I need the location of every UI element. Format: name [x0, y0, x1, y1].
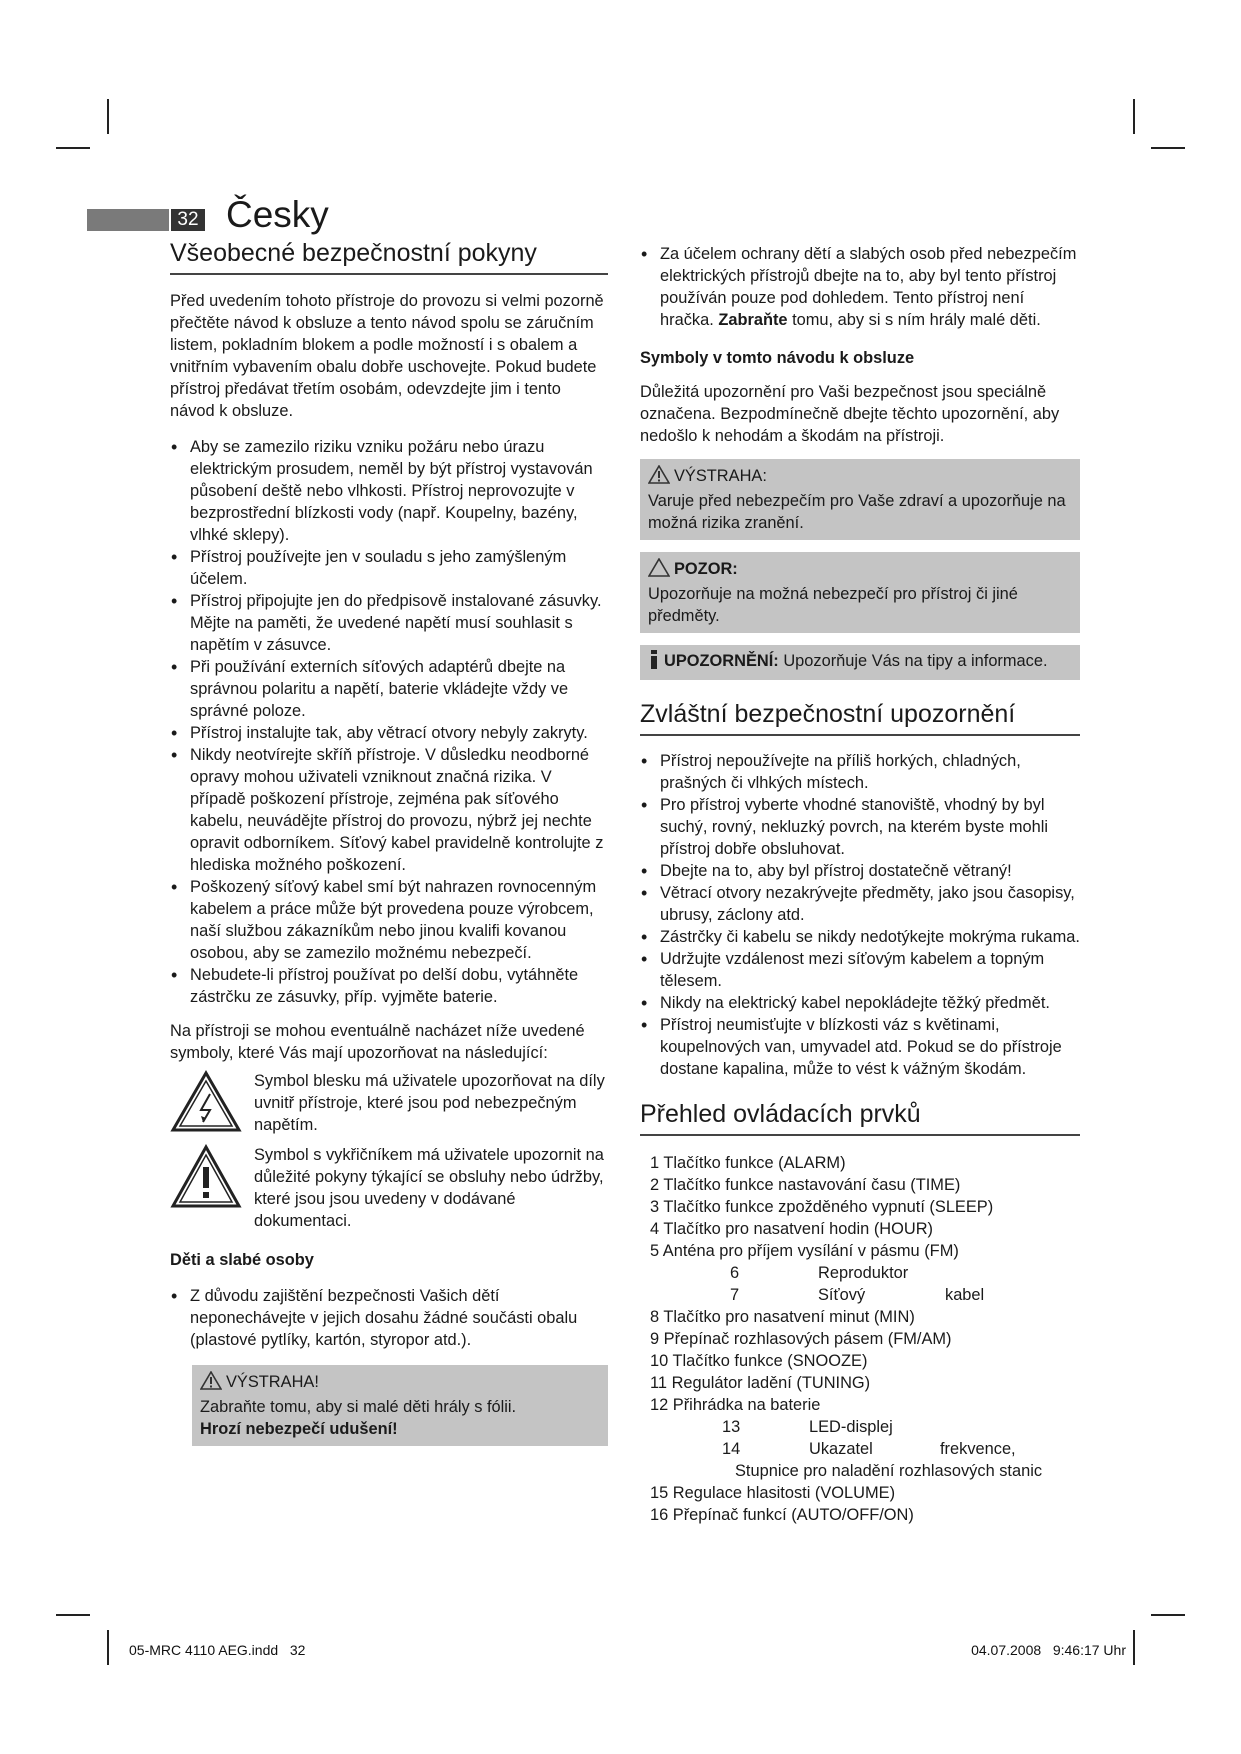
language-title: Česky: [226, 194, 329, 235]
list-item: • Dbejte na to, aby byl přístroj dostatečně větraný!: [640, 860, 1080, 882]
lightning-warning-icon: [170, 1070, 242, 1140]
list-item: • Z důvodu zajištění bezpečnosti Vašich dětí neponechávejte v jejich dosahu žádné součásti obalu (plastové pytlíky, kartón, styropor atd.).: [170, 1285, 608, 1351]
item-number: 6: [730, 1264, 740, 1282]
bullet-text: tomu, aby si s ním hrály malé děti.: [787, 311, 1041, 329]
footer-file-info: 05-MRC 4110 AEG.indd 32: [129, 1642, 306, 1658]
symbol-lightning-row: [170, 1070, 608, 1140]
list-item: • Zástrčky či kabelu se nikdy nedotýkejte mokrýma rukama.: [640, 926, 1080, 948]
caution-triangle-icon: [648, 558, 670, 583]
item-label: Ukazatel: [809, 1440, 873, 1458]
list-item: 1 Tlačítko funkce (ALARM): [650, 1154, 846, 1172]
crop-mark: [107, 1630, 109, 1665]
symbols-intro: Na přístroji se mohou eventuálně nacházet níže uvedené symboly, které Vás mají upozorňovat na následující:: [170, 1022, 585, 1062]
list-item: • Větrací otvory nezakrývejte předměty, jako jsou časopisy, ubrusy, záclony atd.: [640, 882, 1080, 926]
warning-text: Varuje před nebezpečím pro Vaše zdraví a upozorňuje na možná rizika zranění.: [648, 492, 1066, 532]
list-item: [650, 1284, 1080, 1306]
item-number: 13: [722, 1418, 741, 1436]
safety-bullet-list: [170, 436, 608, 1008]
crop-mark: [1151, 1614, 1185, 1616]
list-item: • Nikdy na elektrický kabel nepokládejte těžký předmět.: [640, 992, 1080, 1014]
crop-mark: [1133, 1630, 1135, 1665]
note-box: [640, 645, 1080, 680]
list-item: 11 Regulátor ladění (TUNING): [650, 1374, 871, 1392]
symbols-text: Důležitá upozornění pro Vaši bezpečnost jsou speciálně označena. Bezpodmínečně dbejte těchto upozornění, aby nedošlo k nehodám a škodám na přístroji.: [640, 383, 1060, 445]
list-item: [640, 243, 1080, 331]
list-item: 16 Přepínač funkcí (AUTO/OFF/ON): [650, 1506, 914, 1524]
item-number: 14: [722, 1440, 741, 1458]
list-item: • Při používání externích síťových adaptérů dbejte na správnou polaritu a napětí, baterie vkládejte vždy ve správné poloze.: [170, 656, 608, 722]
children-bullet-list: [170, 1285, 608, 1351]
list-item: • Přístroj připojujte jen do předpisově instalované zásuvky. Mějte na paměti, že uvedené napětí musí souhlasit s napětím v zásuvce.: [170, 590, 608, 656]
warning-box-children: [192, 1365, 608, 1446]
warning-text: Zabraňte tomu, aby si malé děti hrály s fólii.: [200, 1398, 517, 1416]
list-item: 3 Tlačítko funkce zpožděného vypnutí (SLEEP): [650, 1198, 994, 1216]
bullet-bold-text: Zabraňte: [718, 311, 788, 329]
list-item: • Udržujte vzdálenost mezi síťovým kabelem a topným tělesem.: [640, 948, 1080, 992]
special-bullet-list: [640, 750, 1080, 1080]
list-item: • Přístroj používejte jen v souladu s jeho zamýšleným účelem.: [170, 546, 608, 590]
list-item: 12 Přihrádka na baterie: [650, 1396, 821, 1414]
item-number: 7: [730, 1286, 740, 1304]
item-label: kabel: [945, 1286, 985, 1304]
symbols-heading: Symboly v tomto návodu k obsluze: [640, 349, 915, 367]
header-bar: [87, 209, 169, 231]
item-label: Síťový: [818, 1286, 866, 1304]
list-item: 8 Tlačítko pro nasatvení minut (MIN): [650, 1308, 915, 1326]
warning-box: [640, 459, 1080, 540]
list-item: 2 Tlačítko funkce nastavování času (TIME): [650, 1176, 961, 1194]
footer-timestamp: 04.07.2008 9:46:17 Uhr: [971, 1642, 1126, 1658]
symbol-exclamation-text: Symbol s vykřičníkem má uživatele upozornit na důležité pokyny týkající se obsluhy nebo údržby, které jsou jsou uvedeny v dodávané dokumentaci.: [254, 1146, 604, 1230]
list-item: 10 Tlačítko funkce (SNOOZE): [650, 1352, 868, 1370]
warning-bold-text: Hrozí nebezpečí udušení!: [200, 1420, 398, 1438]
caution-text: Upozorňuje na možná nebezpečí pro přístroj či jiné předměty.: [648, 585, 1018, 625]
note-label: UPOZORNĚNÍ:: [664, 652, 779, 670]
list-item: 4 Tlačítko pro nasatvení hodin (HOUR): [650, 1220, 934, 1238]
list-item: • Nebudete-li přístroj používat po delší dobu, vytáhněte zástrčku ze zásuvky, příp. vyjměte baterie.: [170, 964, 608, 1008]
list-item: • Přístroj nepoužívejte na příliš horkých, chladných, prašných či vlhkých místech.: [640, 750, 1080, 794]
note-text: Upozorňuje Vás na tipy a informace.: [783, 652, 1048, 670]
crop-mark: [1133, 99, 1135, 134]
warning-triangle-icon: [200, 1371, 222, 1396]
intro-paragraph: Před uvedením tohoto přístroje do provozu si velmi pozorně přečtěte návod k obsluze a tento návod spolu se záručním listem, pokladním blokem a podle možností i s obalem a vnitřním vybavením obalu dobře uschovejte. Pokud budete přístroj předávat třetím osobám, odevzdejte jim i tento návod k obsluze.: [170, 292, 604, 420]
list-item: Stupnice pro naladění rozhlasových stanic: [735, 1462, 1043, 1480]
list-item: • Poškozený síťový kabel smí být nahrazen rovnocenným kabelem a práce může být provedena pouze výrobcem, naší službou zákazníkům nebo jinou kvalifi kovanou osobou, aby se zamezilo možnému nebezpečí.: [170, 876, 608, 964]
caution-label: POZOR:: [674, 560, 738, 578]
right-column: [640, 243, 1080, 1526]
crop-mark: [56, 147, 90, 149]
list-item: 9 Přepínač rozhlasových pásem (FM/AM): [650, 1330, 952, 1348]
list-item: [650, 1438, 1080, 1460]
exclamation-warning-icon: [170, 1144, 242, 1216]
item-label: frekvence,: [940, 1440, 1016, 1458]
warning-label: VÝSTRAHA:: [674, 467, 767, 485]
controls-list: [640, 1152, 1080, 1526]
crop-mark: [107, 99, 109, 134]
list-item: • Přístroj neumisťujte v blízkosti váz s květinami, koupelnových van, umyvadel atd. Pokud se do přístroje dostane kapalina, může to vést k vážným škodám.: [640, 1014, 1080, 1080]
list-item: [650, 1262, 1080, 1284]
item-label: LED-displej: [809, 1418, 893, 1436]
right-top-bullet-list: [640, 243, 1080, 331]
left-column: [170, 237, 608, 1446]
crop-mark: [56, 1614, 90, 1616]
crop-mark: [1151, 147, 1185, 149]
list-item: • Přístroj instalujte tak, aby větrací otvory nebyly zakryty.: [170, 722, 608, 744]
item-label: Reproduktor: [818, 1264, 909, 1282]
list-item: • Aby se zamezilo riziku vzniku požáru nebo úrazu elektrickým prosudem, neměl by být přístroj vystavován působení deště nebo vlhkosti. Přístroj neprovozujte v bezprostřední blízkosti vody (např. Koupelny, bazény, vlhké sklepy).: [170, 436, 608, 546]
children-heading: Děti a slabé osoby: [170, 1251, 314, 1269]
list-item: • Nikdy neotvírejte skříň přístroje. V důsledku neodborné opravy mohou uživateli vzniknout značná rizika. V případě poškození přístroje, zejména pak síťového kabelu, neuvádějte přístroj do provozu, nýbrž jej nechte opravit odborníkem. Síťový kabel pravidelně kontrolujte z hlediska možného poškození.: [170, 744, 608, 876]
list-item: [650, 1416, 1080, 1438]
warning-label: VÝSTRAHA!: [226, 1373, 319, 1391]
symbol-lightning-text: Symbol blesku má uživatele upozorňovat na díly uvnitř přístroje, které jsou pod nebezpečným napětím.: [254, 1072, 605, 1134]
section-title-controls: Přehled ovládacích prvků: [640, 1098, 1080, 1136]
warning-triangle-icon: [648, 465, 670, 490]
bullet-text: Za účelem ochrany dětí a slabých osob před nebezpečím elektrických přístrojů dbejte na to, aby byl tento přístroj používán pouze pod dohledem. Tento přístroj není hračka.: [660, 245, 1077, 329]
list-item: 15 Regulace hlasitosti (VOLUME): [650, 1484, 896, 1502]
symbol-exclamation-row: [170, 1144, 608, 1232]
section-title-general-safety: Všeobecné bezpečnostní pokyny: [170, 237, 608, 275]
list-item: • Pro přístroj vyberte vhodné stanoviště, vhodný by byl suchý, rovný, nekluzký povrch, na kterém byste mohli přístroj dobře obsluhovat.: [640, 794, 1080, 860]
section-title-special-safety: Zvláštní bezpečnostní upozornění: [640, 698, 1080, 736]
caution-box: [640, 552, 1080, 633]
info-icon: [648, 650, 660, 675]
list-item: 5 Anténa pro příjem vysílání v pásmu (FM): [650, 1242, 959, 1260]
page-number: 32: [171, 209, 205, 231]
